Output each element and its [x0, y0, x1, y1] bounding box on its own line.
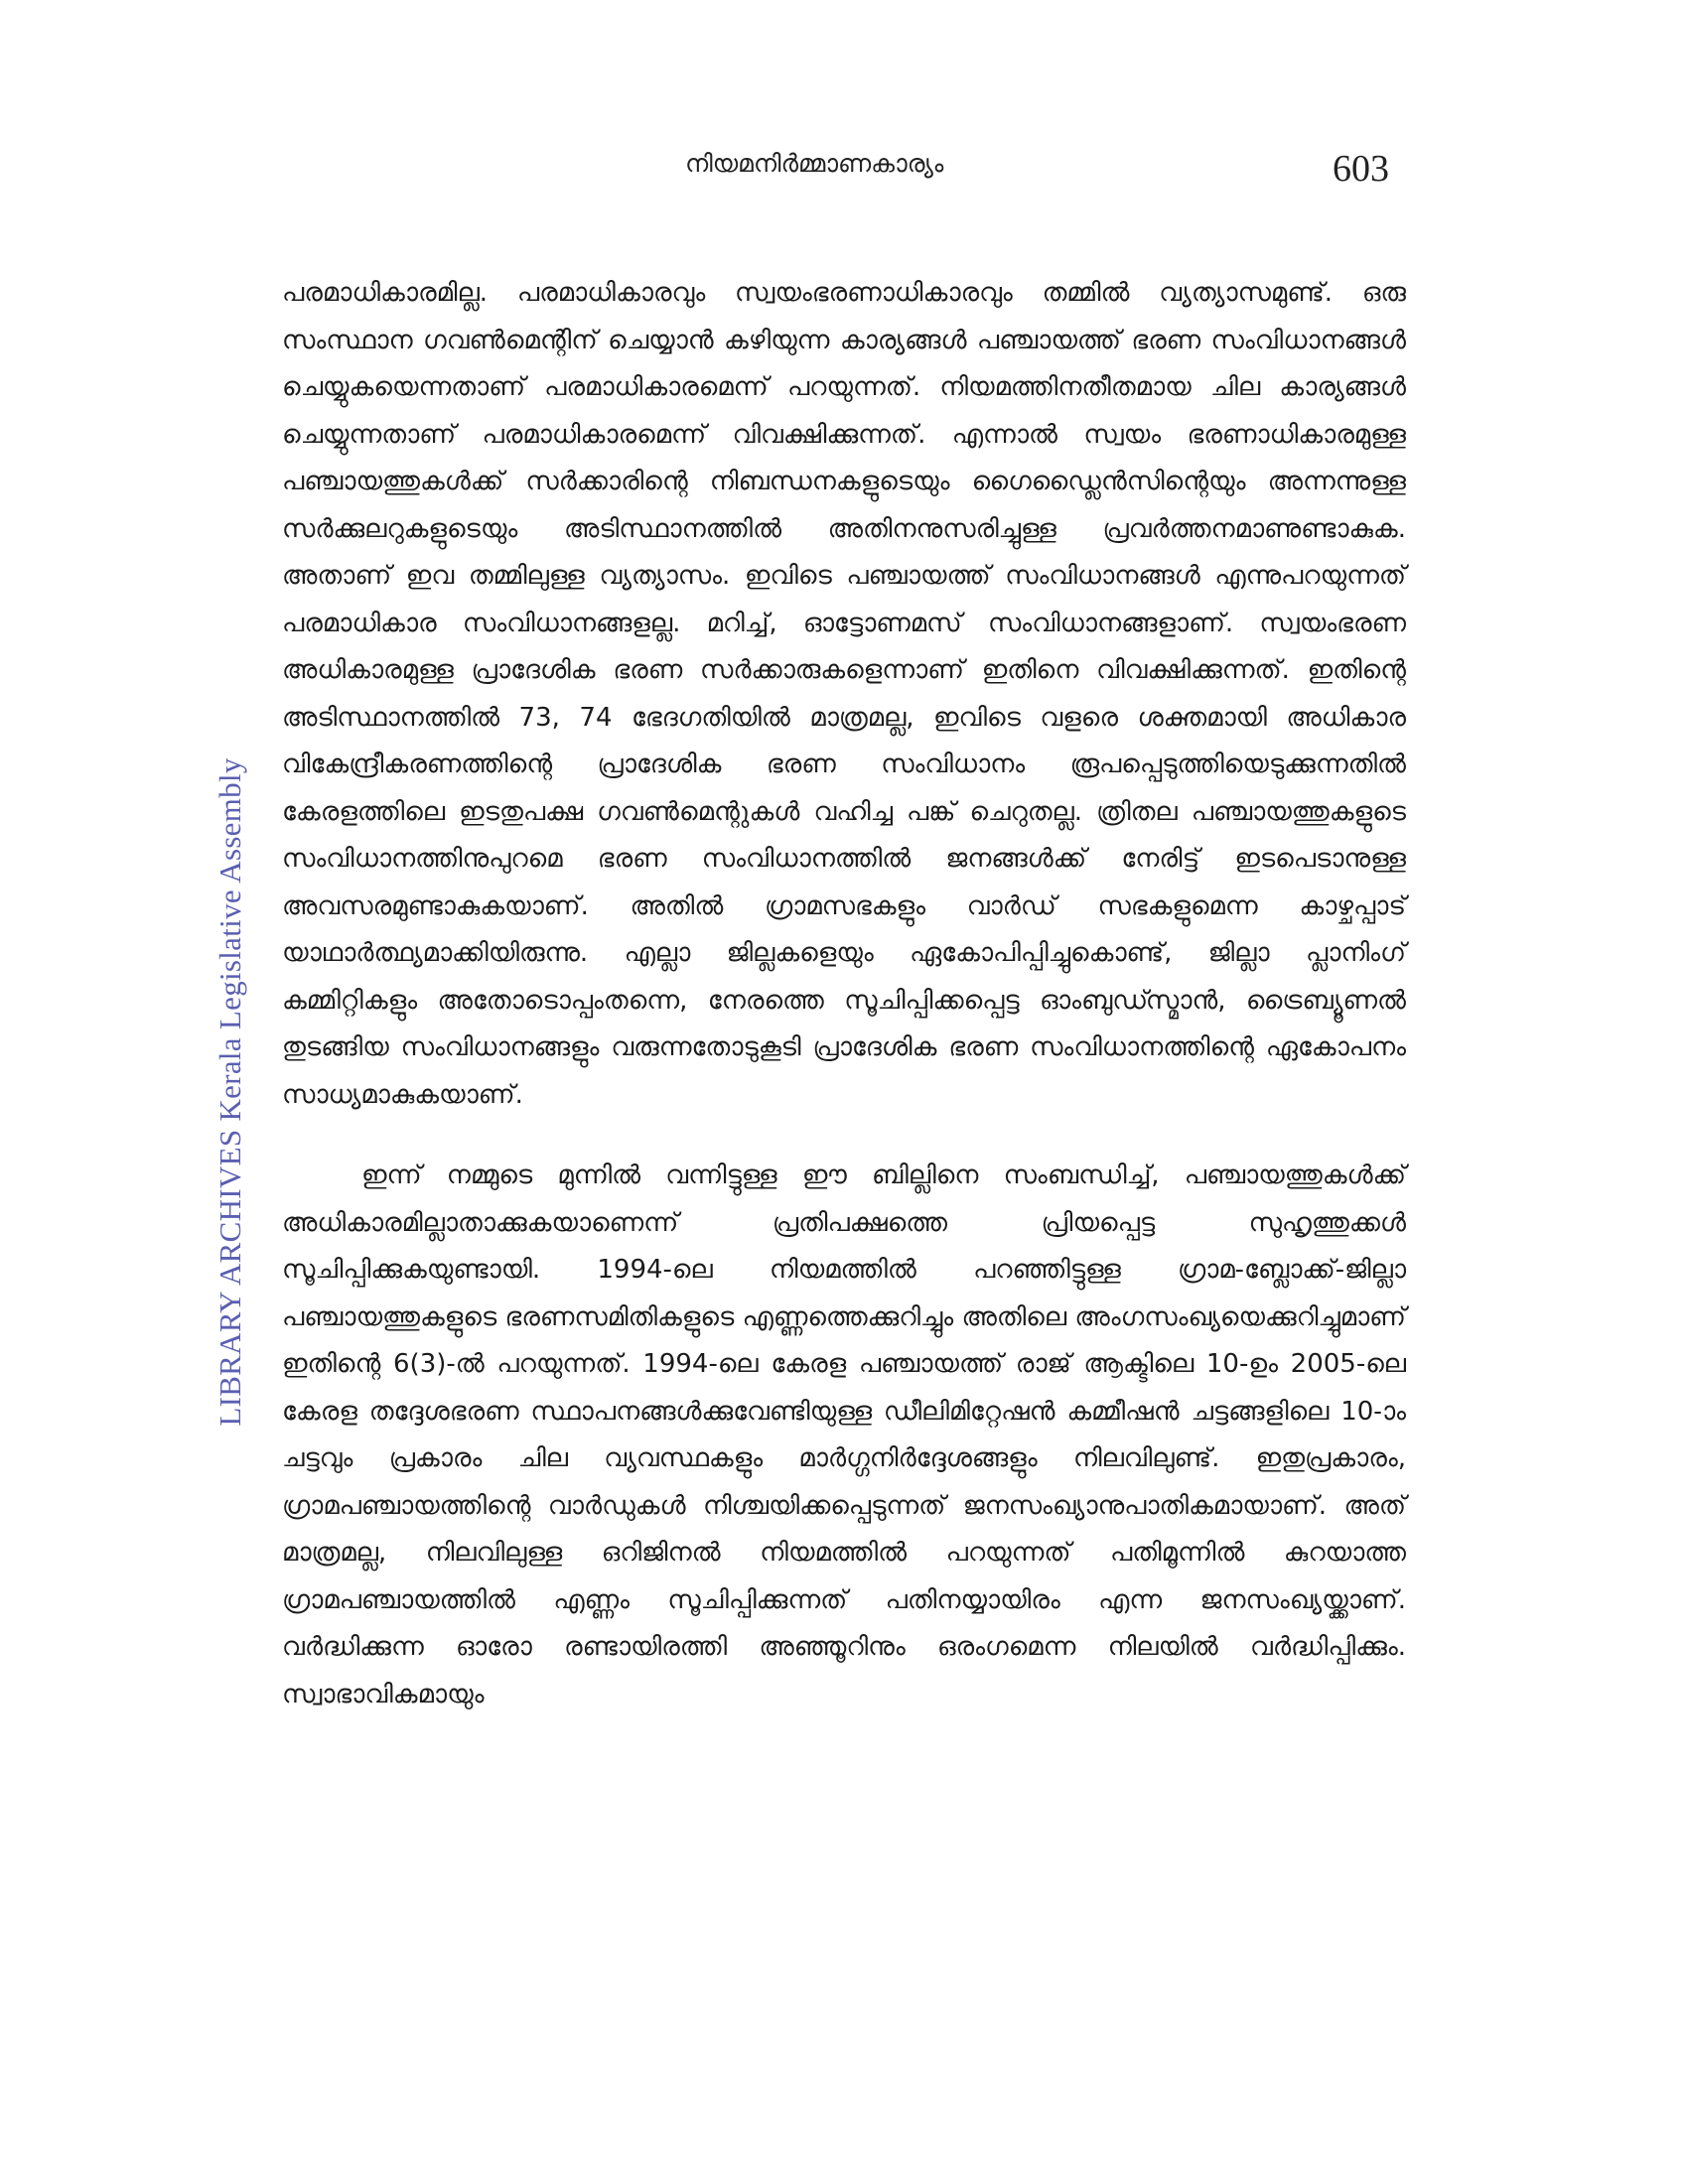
page-number: 603	[1333, 148, 1389, 190]
archive-watermark: LIBRARY ARCHIVES Kerala Legislative Assembly	[212, 757, 247, 1427]
paragraph-1: പരമാധികാരമില്ല. പരമാധികാരവും സ്വയംഭരണാധികാരവും തമ്മിൽ വ്യത്യാസമുണ്ട്. ഒരു സംസ്ഥാന ഗവൺമെന്റിന് ചെയ്യാൻ കഴിയുന്ന കാര്യങ്ങൾ പഞ്ചായത്ത് ഭരണ സംവിധാനങ്ങൾ ചെയ്യുകയെന്നതാണ് പരമാധികാരമെന്ന് പറയുന്നത്. നിയമത്തിനതീതമായ ചില കാര്യങ്ങൾ ചെയ്യുന്നതാണ് പരമാധികാരമെന്ന് വിവക്ഷിക്കുന്നത്. എന്നാൽ സ്വയം ഭരണാധികാരമുള്ള പഞ്ചായത്തുകൾക്ക് സർക്കാരിന്റെ നിബന്ധനകളുടെയും ഗൈഡ്ലൈൻസിന്റെയും അന്നന്നുള്ള സർക്കുലറുകളുടെയും അടിസ്ഥാനത്തിൽ അതിനനുസരിച്ചുള്ള പ്രവർത്തനമാണുണ്ടാകുക. അതാണ് ഇവ തമ്മിലുള്ള വ്യത്യാസം. ഇവിടെ പഞ്ചായത്ത് സംവിധാനങ്ങൾ എന്നുപറയുന്നത് പരമാധികാര സംവിധാനങ്ങളല്ല. മറിച്ച്, ഓട്ടോണമസ് സംവിധാനങ്ങളാണ്. സ്വയംഭരണ അധികാരമുള്ള പ്രാദേശിക ഭരണ സർക്കാരുകളെന്നാണ് ഇതിനെ വിവക്ഷിക്കുന്നത്. ഇതിന്റെ അടിസ്ഥാനത്തിൽ 73, 74 ഭേദഗതിയിൽ മാത്രമല്ല, ഇവിടെ വളരെ ശക്തമായി അധികാര വികേന്ദ്രീകരണത്തിന്റെ പ്രാദേശിക ഭരണ സംവിധാനം രൂപപ്പെടുത്തിയെടുക്കുന്നതിൽ കേരളത്തിലെ ഇടതുപക്ഷ ഗവൺമെന്റുകൾ വഹിച്ച പങ്ക് ചെറുതല്ല. ത്രിതല പഞ്ചായത്തുകളുടെ സംവിധാനത്തിനുപുറമെ ഭരണ സംവിധാനത്തിൽ ജനങ്ങൾക്ക് നേരിട്ട് ഇടപെടാനുള്ള അവസരമുണ്ടാകുകയാണ്. അതിൽ ഗ്രാമസഭകളും വാർഡ് സഭകളുമെന്ന കാഴ്ചപ്പാട് യാഥാർത്ഥ്യമാക്കിയിരുന്നു. എല്ലാ ജില്ലകളെയും ഏകോപിപ്പിച്ചുകൊണ്ട്, ജില്ലാ പ്ലാനിംഗ് കമ്മിറ്റികളും അതോടൊപ്പംതന്നെ, നേരത്തെ സൂചിപ്പിക്കപ്പെട്ട ഓംബുഡ്സ്മാൻ, ട്രൈബ്യൂണൽ തുടങ്ങിയ സംവിധാനങ്ങളും വരുന്നതോടുകൂടി പ്രാദേശിക ഭരണ സംവിധാനത്തിന്റെ ഏകോപനം സാധ്യമാകുകയാണ്.	[282, 278, 1406, 1110]
running-head: നിയമനിർമ്മാണകാര്യം	[685, 149, 944, 178]
paragraph-2: ഇന്ന് നമ്മുടെ മുന്നിൽ വന്നിട്ടുള്ള ഈ ബില്ലിനെ സംബന്ധിച്ച്, പഞ്ചായത്തുകൾക്ക് അധികാരമില്ലാതാക്കുകയാണെന്ന് പ്രതിപക്ഷത്തെ പ്രിയപ്പെട്ട സുഹൃത്തുക്കൾ സൂചിപ്പിക്കുകയുണ്ടായി. 1994-ലെ നിയമത്തിൽ പറഞ്ഞിട്ടുള്ള ഗ്രാമ-ബ്ലോക്ക്-ജില്ലാ പഞ്ചായത്തുകളുടെ ഭരണസമിതികളുടെ എണ്ണത്തെക്കുറിച്ചും അതിലെ അംഗസംഖ്യയെക്കുറിച്ചുമാണ് ഇതിന്റെ 6(3)-ൽ പറയുന്നത്. 1994-ലെ കേരള പഞ്ചായത്ത് രാജ് ആക്ടിലെ 10-ഉം 2005-ലെ കേരള തദ്ദേശഭരണ സ്ഥാപനങ്ങൾക്കുവേണ്ടിയുള്ള ഡീലിമിറ്റേഷൻ കമ്മീഷൻ ചട്ടങ്ങളിലെ 10-ാം ചട്ടവും പ്രകാരം ചില വ്യവസ്ഥകളും മാർഗ്ഗനിർദ്ദേശങ്ങളും നിലവിലുണ്ട്. ഇതുപ്രകാരം, ഗ്രാമപഞ്ചായത്തിന്റെ വാർഡുകൾ നിശ്ചയിക്കപ്പെടുന്നത് ജനസംഖ്യാനുപാതികമായാണ്. അത് മാത്രമല്ല, നിലവിലുള്ള ഒറിജിനൽ നിയമത്തിൽ പറയുന്നത് പതിമൂന്നിൽ കുറയാത്ത ഗ്രാമപഞ്ചായത്തിൽ എണ്ണം സൂചിപ്പിക്കുന്നത് പതിനയ്യായിരം എന്ന ജനസംഖ്യയ്ക്കാണ്. വർദ്ധിക്കുന്ന ഓരോ രണ്ടായിരത്തി അഞ്ഞൂറിനും ഒരംഗമെന്ന നിലയിൽ വർദ്ധിപ്പിക്കും. സ്വാഭാവികമായും	[282, 1160, 1406, 1709]
body-text	[282, 270, 1406, 1718]
